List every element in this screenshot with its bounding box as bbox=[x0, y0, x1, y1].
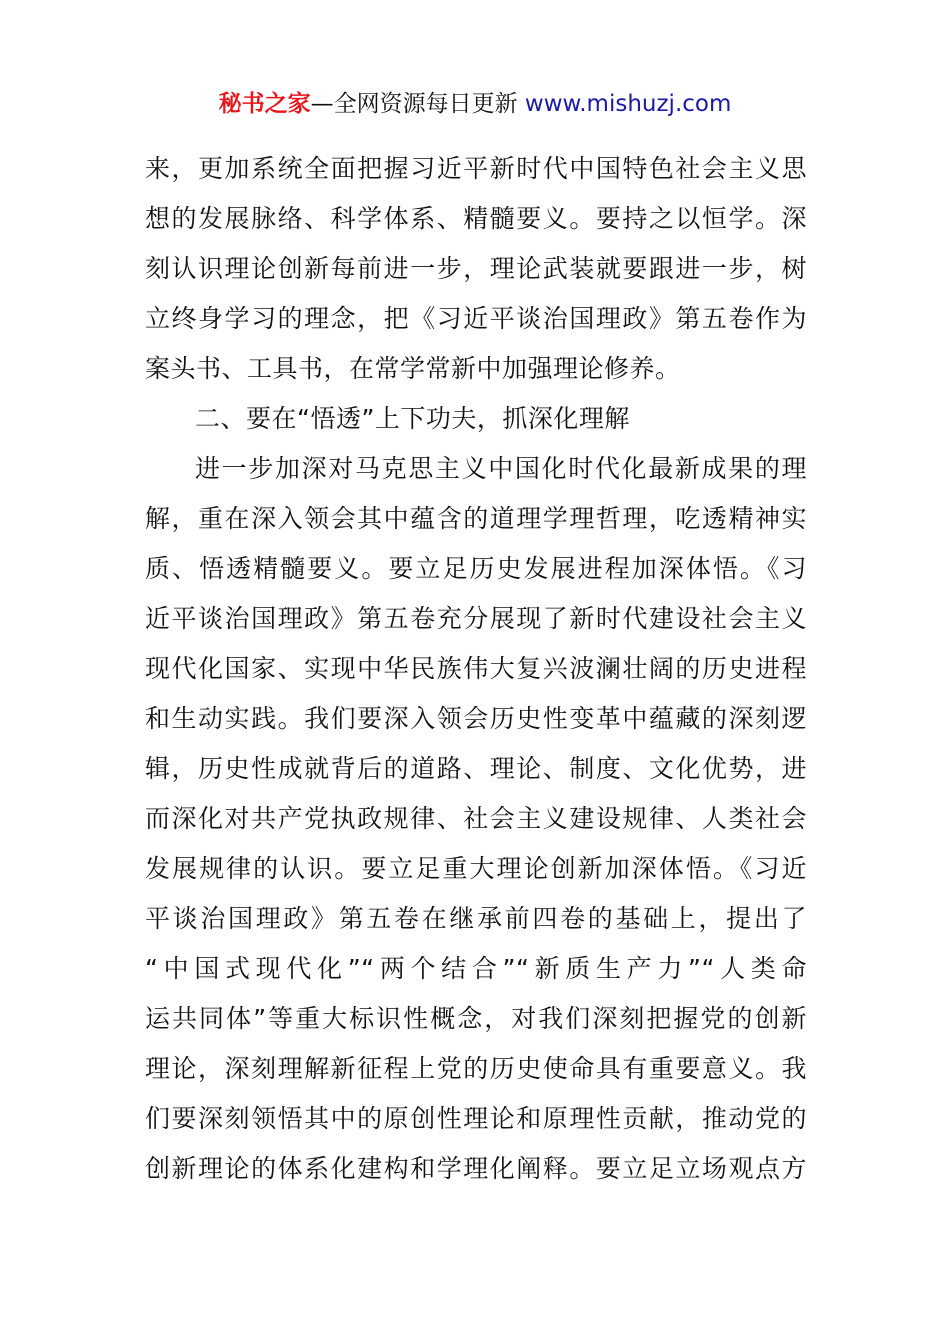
text-line: 平谈治国理政》第五卷在继承前四卷的基础上，提出了 bbox=[145, 904, 807, 933]
text-line: 发展规律的认识。要立足重大理论创新加深体悟。《习近 bbox=[145, 854, 807, 883]
text-line: 刻认识理论创新每前进一步，理论武装就要跟进一步，树 bbox=[145, 254, 807, 283]
text-line: 运共同体”等重大标识性概念，对我们深刻把握党的创新 bbox=[145, 1004, 807, 1033]
text-line: 案头书、工具书，在常学常新中加强理论修养。 bbox=[145, 354, 681, 383]
text-line: 质、悟透精髓要义。要立足历史发展进程加深体悟。《习 bbox=[145, 554, 807, 583]
text-line: “中国式现代化”“两个结合”“新质生产力”“人类命 bbox=[145, 954, 807, 983]
text-line: 而深化对共产党执政规律、社会主义建设规律、人类社会 bbox=[145, 804, 807, 833]
document-body bbox=[145, 144, 807, 1194]
paragraph-first-line: 进一步加深对马克思主义中国化时代化最新成果的理 bbox=[195, 454, 807, 483]
brand-name: 秘书之家 bbox=[218, 91, 311, 117]
text-line: 来，更加系统全面把握习近平新时代中国特色社会主义思 bbox=[145, 154, 807, 183]
text-line: 辑，历史性成就背后的道路、理论、制度、文化优势，进 bbox=[145, 754, 807, 783]
text-line: 近平谈治国理政》第五卷充分展现了新时代建设社会主义 bbox=[145, 604, 807, 633]
text-line: 立终身学习的理念，把《习近平谈治国理政》第五卷作为 bbox=[145, 304, 807, 333]
text-line: 们要深刻领悟其中的原创性理论和原理性贡献，推动党的 bbox=[145, 1104, 807, 1133]
text-line: 理论，深刻理解新征程上党的历史使命具有重要意义。我 bbox=[145, 1054, 807, 1083]
text-line: 和生动实践。我们要深入领会历史性变革中蕴藏的深刻逻 bbox=[145, 704, 807, 733]
text-line: 创新理论的体系化建构和学理化阐释。要立足立场观点方 bbox=[145, 1154, 807, 1183]
header-tagline: —全网资源每日更新 bbox=[310, 91, 525, 117]
website-link[interactable]: www.mishuzj.com bbox=[524, 91, 732, 117]
section-heading: 二、要在“悟透”上下功夫，抓深化理解 bbox=[195, 404, 630, 433]
page-header bbox=[0, 86, 950, 122]
text-line: 现代化国家、实现中华民族伟大复兴波澜壮阔的历史进程 bbox=[145, 654, 807, 683]
text-line: 想的发展脉络、科学体系、精髓要义。要持之以恒学。深 bbox=[145, 204, 807, 233]
text-line: 解，重在深入领会其中蕴含的道理学理哲理，吃透精神实 bbox=[145, 504, 807, 533]
